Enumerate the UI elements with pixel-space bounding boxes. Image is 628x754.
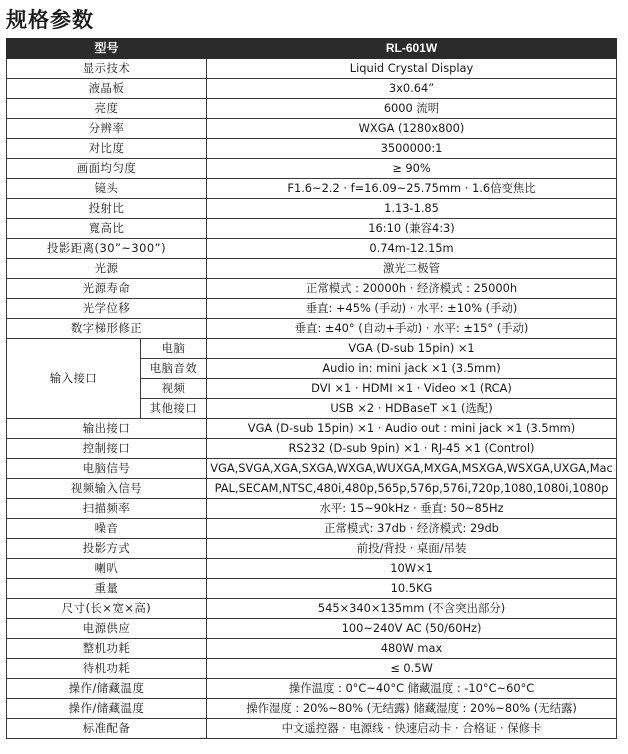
- spec-label: 画面均匀度: [7, 159, 207, 179]
- table-row: [7, 479, 617, 499]
- spec-value: 中文遥控器 · 电源线 · 快速启动卡 · 合格证 · 保修卡: [207, 719, 617, 739]
- spec-value: 前投/背投 · 桌面/吊装: [207, 539, 617, 559]
- table-row: [7, 459, 617, 479]
- spec-value: 正常模式 : 20000h · 经济模式 : 25000h: [207, 279, 617, 299]
- spec-label: 分辨率: [7, 119, 207, 139]
- spec-value: PAL,SECAM,NTSC,480i,480p,565p,576p,576i,720p,1080,1080i,1080p: [207, 479, 617, 499]
- table-row: [7, 99, 617, 119]
- model-value: RL-601W: [207, 39, 617, 59]
- input-sub-label: 电脑音效: [141, 359, 207, 379]
- table-row: [7, 559, 617, 579]
- page-title: 规格参数: [6, 8, 94, 32]
- spec-label: 投影距离(30”~300”): [7, 239, 207, 259]
- table-row: [7, 239, 617, 259]
- spec-label: 操作/储藏温度: [7, 679, 207, 699]
- table-row: [7, 299, 617, 319]
- spec-label: 输出接口: [7, 419, 207, 439]
- spec-label: 光学位移: [7, 299, 207, 319]
- input-sub-value: USB ×2 · HDBaseT ×1 (选配): [207, 399, 617, 419]
- spec-value: 3x0.64”: [207, 79, 617, 99]
- input-sub-value: DVI ×1 · HDMI ×1 · Video ×1 (RCA): [207, 379, 617, 399]
- spec-value: WXGA (1280x800): [207, 119, 617, 139]
- spec-value: 480W max: [207, 639, 617, 659]
- table-row: [7, 439, 617, 459]
- table-row: [7, 519, 617, 539]
- spec-label: 数字梯形修正: [7, 319, 207, 339]
- spec-label: 亮度: [7, 99, 207, 119]
- table-row: [7, 219, 617, 239]
- spec-value: VGA,SVGA,XGA,SXGA,WXGA,WUXGA,MXGA,MSXGA,WSXGA,UXGA,Mac: [207, 459, 617, 479]
- table-row: [7, 579, 617, 599]
- input-sub-value: VGA (D-sub 15pin) ×1: [207, 339, 617, 359]
- table-row: [7, 599, 617, 619]
- spec-label: 尺寸(长×宽×高): [7, 599, 207, 619]
- table-row: [7, 499, 617, 519]
- spec-label: 标准配备: [7, 719, 207, 739]
- input-group-label: 输入接口: [7, 339, 141, 419]
- input-sub-label: 视频: [141, 379, 207, 399]
- spec-label: 噪音: [7, 519, 207, 539]
- spec-label: 电脑信号: [7, 459, 207, 479]
- spec-label: 待机功耗: [7, 659, 207, 679]
- spec-label: 镜头: [7, 179, 207, 199]
- input-sub-label: 电脑: [141, 339, 207, 359]
- spec-label: 投射比: [7, 199, 207, 219]
- table-row: [7, 279, 617, 299]
- table-row: [7, 139, 617, 159]
- spec-label: 寬高比: [7, 219, 207, 239]
- spec-label: 控制接口: [7, 439, 207, 459]
- input-sub-label: 其他接口: [141, 399, 207, 419]
- spec-value: Liquid Crystal Display: [207, 59, 617, 79]
- spec-value: 16:10 (兼容4:3): [207, 219, 617, 239]
- spec-value: 6000 流明: [207, 99, 617, 119]
- spec-label: 重量: [7, 579, 207, 599]
- table-row: [7, 419, 617, 439]
- spec-label: 喇叭: [7, 559, 207, 579]
- spec-value: VGA (D-sub 15pin) ×1 · Audio out : mini jack ×1 (3.5mm): [207, 419, 617, 439]
- spec-table: [6, 38, 617, 739]
- spec-label: 扫描频率: [7, 499, 207, 519]
- table-row: [7, 719, 617, 739]
- spec-value: 操作湿度 : 20%~80% (无结露) 储藏湿度 : 20%~80% (无结露): [207, 699, 617, 719]
- table-row: [7, 119, 617, 139]
- spec-value: 激光二极管: [207, 259, 617, 279]
- spec-value: 正常模式: 37db · 经济模式: 29db: [207, 519, 617, 539]
- spec-label: 电源供应: [7, 619, 207, 639]
- table-row: [7, 659, 617, 679]
- table-row: [7, 639, 617, 659]
- spec-value: 3500000:1: [207, 139, 617, 159]
- spec-value: 0.74m-12.15m: [207, 239, 617, 259]
- table-header-row: [7, 39, 617, 59]
- spec-label: 投影方式: [7, 539, 207, 559]
- table-row: [7, 199, 617, 219]
- input-sub-value: Audio in: mini jack ×1 (3.5mm): [207, 359, 617, 379]
- table-row: [7, 619, 617, 639]
- spec-value: 10.5KG: [207, 579, 617, 599]
- spec-label: 操作/储藏温度: [7, 699, 207, 719]
- spec-value: ≥ 90%: [207, 159, 617, 179]
- spec-value: RS232 (D-sub 9pin) ×1 · RJ-45 ×1 (Control): [207, 439, 617, 459]
- table-row: [7, 259, 617, 279]
- spec-value: 1.13-1.85: [207, 199, 617, 219]
- table-row: [7, 699, 617, 719]
- table-row: [7, 339, 617, 359]
- spec-value: 垂直: ±40° (自动+手动) · 水平: ±15° (手动): [207, 319, 617, 339]
- table-row: [7, 159, 617, 179]
- table-row: [7, 319, 617, 339]
- table-row: [7, 179, 617, 199]
- spec-label: 光源寿命: [7, 279, 207, 299]
- spec-value: 水平: 15~90kHz · 垂直: 50~85Hz: [207, 499, 617, 519]
- spec-value: F1.6~2.2 · f=16.09~25.75mm · 1.6倍变焦比: [207, 179, 617, 199]
- spec-label: 视频输入信号: [7, 479, 207, 499]
- spec-value: ≤ 0.5W: [207, 659, 617, 679]
- table-row: [7, 59, 617, 79]
- spec-label: 显示技术: [7, 59, 207, 79]
- spec-value: 垂直: +45% (手动) · 水平: ±10% (手动): [207, 299, 617, 319]
- table-row: [7, 539, 617, 559]
- spec-label: 对比度: [7, 139, 207, 159]
- spec-value: 10W×1: [207, 559, 617, 579]
- spec-value: 545×340×135mm (不含突出部分): [207, 599, 617, 619]
- spec-label: 液晶板: [7, 79, 207, 99]
- table-row: [7, 679, 617, 699]
- spec-value: 100~240V AC (50/60Hz): [207, 619, 617, 639]
- spec-label: 光源: [7, 259, 207, 279]
- spec-value: 操作温度 : 0°C~40°C 储藏温度 : -10°C~60°C: [207, 679, 617, 699]
- table-row: [7, 79, 617, 99]
- model-label: 型号: [7, 39, 207, 59]
- spec-label: 整机功耗: [7, 639, 207, 659]
